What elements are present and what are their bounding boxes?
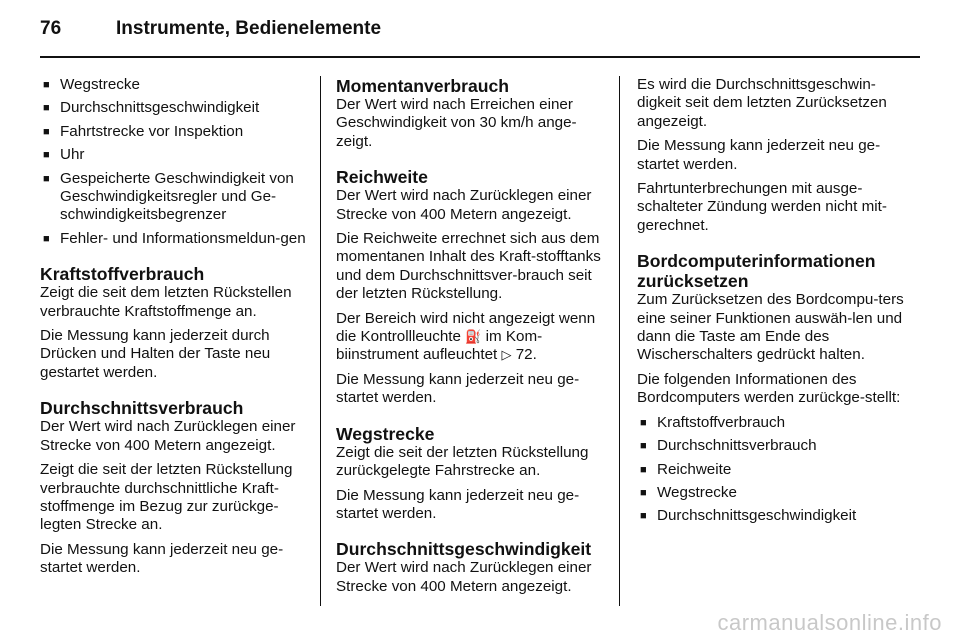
bullet-icon: ■ (43, 149, 50, 162)
paragraph: Die Messung kann jederzeit durch Drücken und Halten der Taste neu gestartet werden. (40, 327, 271, 381)
paragraph: Der Bereich wird nicht angezeigt wenn die Kontrollleuchte ⛽ im Kom-biinstrument aufleuchtet ▷ 72. (336, 309, 596, 364)
list-item: ■ Durchschnittsgeschwindigkeit (43, 99, 260, 117)
paragraph: Der Wert wird nach Zurücklegen einer Strecke von 400 Metern angezeigt. (336, 187, 592, 223)
list-item: ■ Wegstrecke (640, 483, 737, 501)
column-3 (637, 76, 915, 531)
paragraph: Zeigt die seit dem letzten Rückstellen verbrauchte Kraftstoffmenge an. (40, 284, 292, 320)
heading-momentanverbrauch: Momentanverbrauch (336, 76, 510, 96)
bullet-icon: ■ (43, 79, 50, 91)
page-number: 76 (40, 18, 62, 39)
paragraph: Zum Zurücksetzen des Bordcompu-ters eine seiner Funktionen auswäh-len und dann die Taste am Ende des Wischerschalters gedrückt halten. (637, 291, 904, 364)
paragraph: Es wird die Durchschnittsgeschwin-digkeit seit dem letzten Zurücksetzen angezeigt. (637, 76, 887, 130)
list-item: ■ Kraftstoffverbrauch (640, 413, 786, 431)
paragraph: Der Wert wird nach Zurücklegen einer Strecke von 400 Metern angezeigt. (336, 559, 592, 595)
list-item: ■ Reichweite (640, 460, 732, 478)
bordcomputer-function-list (40, 76, 312, 248)
paragraph: Zeigt die seit der letzten Rückstellung verbrauchte durchschnittliche Kraft-stoffmenge im Bezug zur zurückge-legten Strecke an. (40, 461, 293, 534)
heading-kraftstoffverbrauch: Kraftstoffverbrauch (40, 264, 205, 285)
paragraph: Der Wert wird nach Zurücklegen einer Strecke von 400 Metern angezeigt. (40, 418, 296, 454)
bullet-icon: ■ (43, 172, 50, 185)
heading-durchschnittsgeschwindigkeit: Durchschnittsgeschwindigkeit (336, 539, 592, 560)
paragraph: Die folgenden Informationen des Bordcomputers werden zurückge-stellt: (637, 370, 901, 407)
bullet-icon: ■ (640, 510, 647, 523)
list-item: ■ Fehler- und Informationsmeldun-gen (43, 229, 306, 247)
paragraph: Die Messung kann jederzeit neu ge-startet werden. (336, 486, 580, 522)
paragraph: Die Messung kann jederzeit neu ge-startet werden. (40, 540, 284, 577)
reset-items-list (637, 414, 915, 526)
bullet-icon: ■ (640, 486, 647, 499)
heading-reichweite: Reichweite (336, 167, 428, 188)
page-title: Instrumente, Bedienelemente (116, 18, 382, 39)
page-reference-link[interactable]: 72. (515, 346, 537, 364)
list-item: ■ Durchschnittsverbrauch (640, 437, 817, 455)
paragraph: Fahrtunterbrechungen mit ausge-schalteter Zündung werden nicht mit-gerechnet. (637, 180, 887, 234)
heading-bordcomputer-zuruecksetzen: Bordcomputerinformationen zurücksetzen (637, 251, 876, 292)
paragraph: Die Messung kann jederzeit neu ge-startet werden. (637, 137, 881, 173)
list-item: ■ Fahrtstrecke vor Inspektion (43, 122, 244, 140)
column-1 (40, 76, 312, 584)
paragraph: Der Wert wird nach Erreichen einer Geschwindigkeit von 30 km/h ange-zeigt. (336, 96, 577, 150)
heading-durchschnittsverbrauch: Durchschnittsverbrauch (40, 398, 244, 419)
list-item: ■ Wegstrecke (43, 76, 140, 93)
column-divider-1 (320, 76, 321, 606)
list-item: ■ Uhr (43, 146, 85, 164)
bullet-icon: ■ (43, 102, 50, 115)
watermark: carmanualsonline.info (717, 610, 942, 635)
bullet-icon: ■ (640, 416, 647, 429)
column-divider-2 (619, 76, 620, 606)
paragraph: Die Reichweite errechnet sich aus dem momentanen Inhalt des Kraft-stofftanks und dem Durchschnittsver-brauch seit der letzten Rückstellung. (336, 230, 601, 303)
page-reference-icon: ▷ (501, 347, 512, 363)
paragraph: Die Messung kann jederzeit neu ge-startet werden. (336, 370, 580, 407)
list-item: ■ Durchschnittsgeschwindigkeit (640, 507, 857, 525)
header-rule (40, 56, 920, 58)
column-2 (336, 76, 608, 602)
bullet-icon: ■ (43, 232, 50, 245)
list-item: ■ Gespeicherte Geschwindigkeit von Geschwindigkeitsregler und Ge-schwindigkeitsbegrenzer (43, 169, 294, 224)
heading-wegstrecke: Wegstrecke (336, 423, 435, 444)
bullet-icon: ■ (640, 463, 647, 476)
bullet-icon: ■ (43, 125, 50, 138)
fuel-warning-lamp-icon: ⛽ (465, 329, 482, 345)
page-header (40, 16, 920, 56)
paragraph: Zeigt die seit der letzten Rückstellung zurückgelegte Fahrstrecke an. (336, 443, 589, 480)
bullet-icon: ■ (640, 440, 647, 453)
